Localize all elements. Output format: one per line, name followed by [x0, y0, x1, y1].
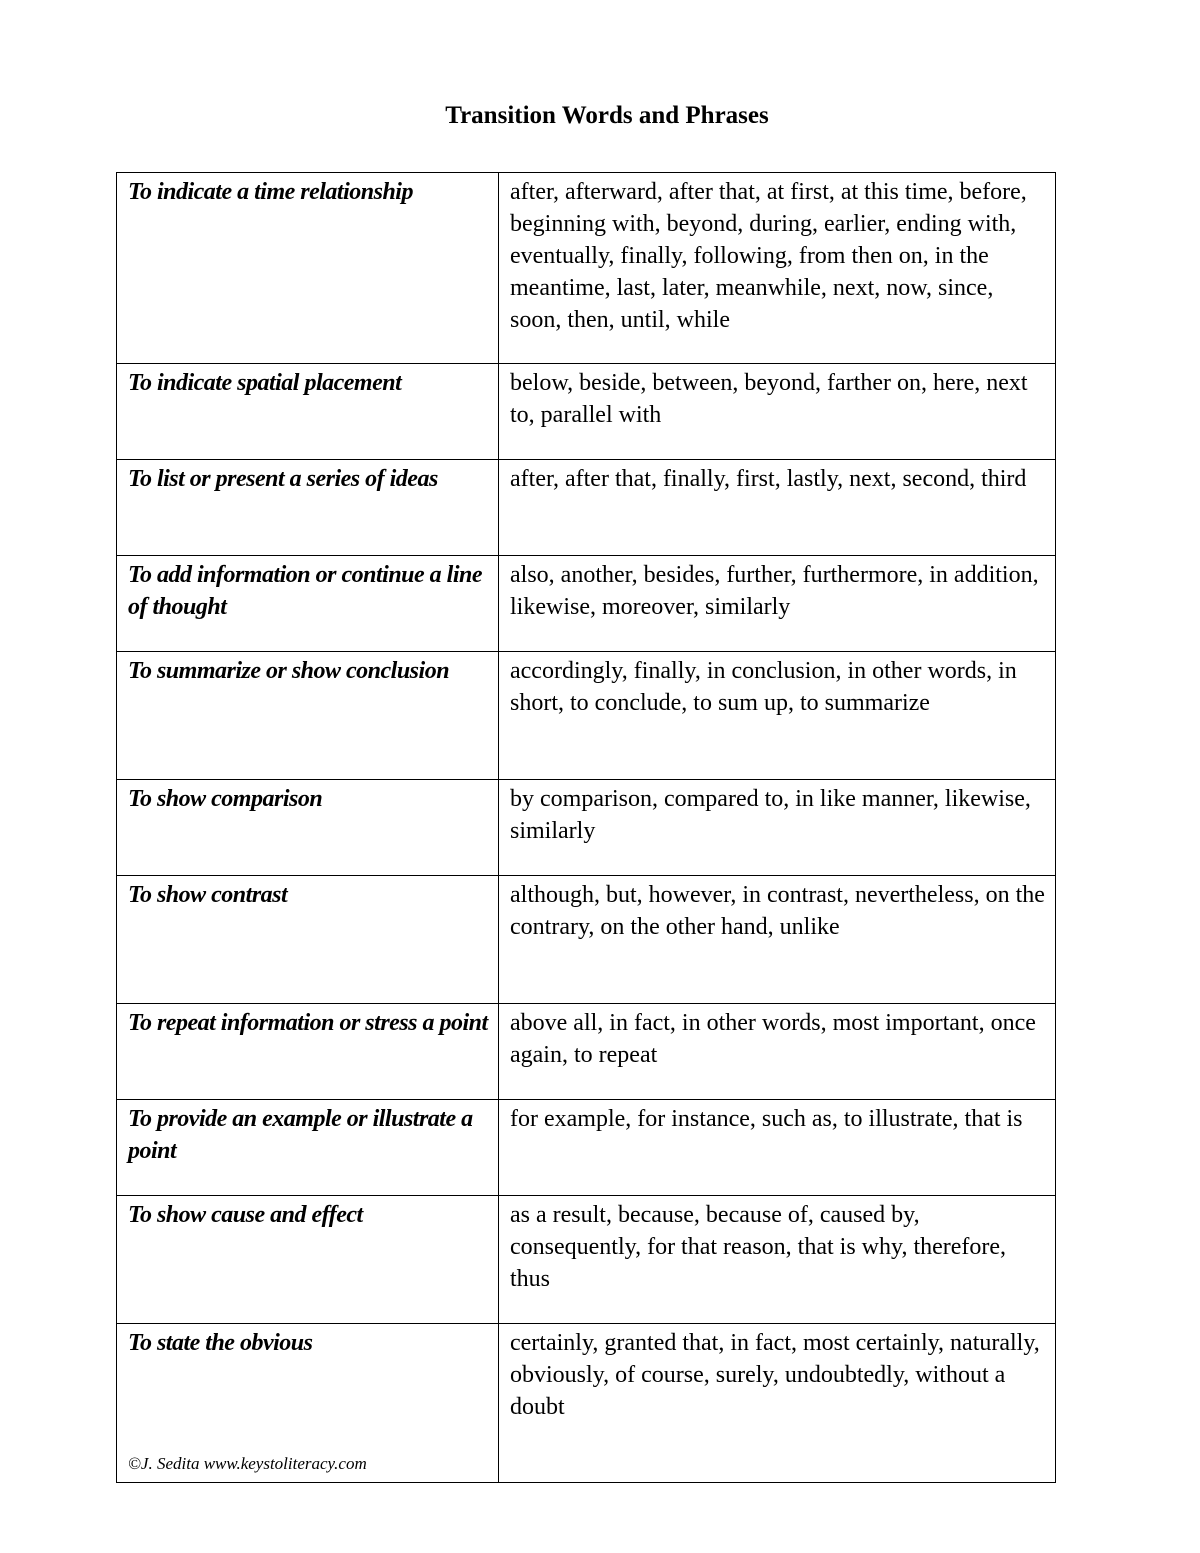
purpose-cell: To repeat information or stress a point [117, 1004, 499, 1100]
transitions-table [116, 172, 1056, 1483]
words-cell: accordingly, finally, in conclusion, in other words, in short, to conclude, to sum up, to summarize [499, 652, 1056, 780]
purpose-cell: To indicate spatial placement [117, 364, 499, 460]
table-row [117, 652, 1056, 780]
table-row [117, 364, 1056, 460]
words-cell: although, but, however, in contrast, nevertheless, on the contrary, on the other hand, unlike [499, 876, 1056, 1004]
words-cell: below, beside, between, beyond, farther on, here, next to, parallel with [499, 364, 1056, 460]
table-row [117, 1324, 1056, 1483]
words-cell: after, after that, finally, first, lastly, next, second, third [499, 460, 1056, 556]
purpose-cell: To add information or continue a line of thought [117, 556, 499, 652]
words-cell: certainly, granted that, in fact, most certainly, naturally, obviously, of course, surely, undoubtedly, without a doubt [499, 1324, 1056, 1483]
table-row [117, 460, 1056, 556]
purpose-label: To state the obvious [128, 1330, 313, 1356]
purpose-cell: To show cause and effect [117, 1196, 499, 1324]
purpose-cell: To indicate a time relationship [117, 173, 499, 364]
purpose-cell: To show contrast [117, 876, 499, 1004]
table-row [117, 876, 1056, 1004]
purpose-cell: To list or present a series of ideas [117, 460, 499, 556]
copyright-notice: ©J. Sedita www.keystoliteracy.com [128, 1454, 367, 1473]
table-row [117, 1004, 1056, 1100]
purpose-cell: To show comparison [117, 780, 499, 876]
words-cell: after, afterward, after that, at first, at this time, before, beginning with, beyond, during, earlier, ending with, eventually, finally, following, from then on, in the meantime, last, later, meanwhile, next, now, since, soon, then, until, while [499, 173, 1056, 364]
words-cell: as a result, because, because of, caused by, consequently, for that reason, that is why, therefore, thus [499, 1196, 1056, 1324]
purpose-cell [117, 1324, 499, 1483]
table-row [117, 173, 1056, 364]
words-cell: also, another, besides, further, furthermore, in addition, likewise, moreover, similarly [499, 556, 1056, 652]
purpose-cell: To provide an example or illustrate a point [117, 1100, 499, 1196]
purpose-cell: To summarize or show conclusion [117, 652, 499, 780]
table-row [117, 556, 1056, 652]
table-row [117, 1196, 1056, 1324]
words-cell: above all, in fact, in other words, most important, once again, to repeat [499, 1004, 1056, 1100]
table-row [117, 1100, 1056, 1196]
page-title: Transition Words and Phrases [445, 102, 769, 129]
table-row [117, 780, 1056, 876]
words-cell: by comparison, compared to, in like manner, likewise, similarly [499, 780, 1056, 876]
words-cell: for example, for instance, such as, to illustrate, that is [499, 1100, 1056, 1196]
